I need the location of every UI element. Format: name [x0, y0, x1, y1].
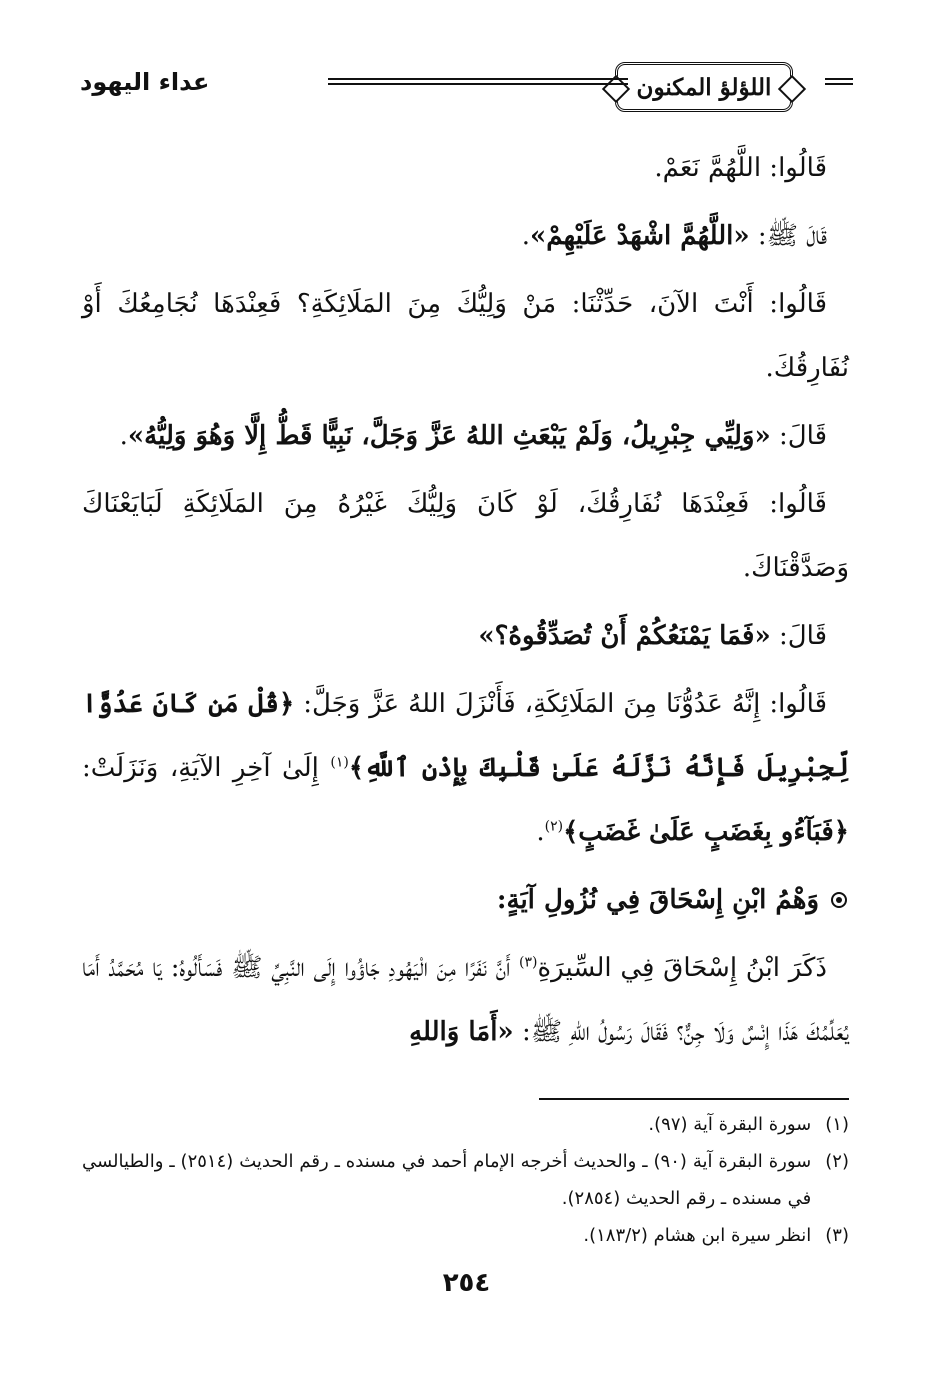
- paragraph-3: قَالُوا: أَنْتَ الآنَ، حَدِّثْنَا: مَنْ وَلِيُّكَ مِنَ المَلَائِكَةِ؟ فَعِنْدَهَا نُجَامِعُكَ أَوْ نُفَارِقُكَ.: [82, 289, 849, 383]
- paragraph-7-lead: قَالُوا: إِنَّهُ عَدُوُّنَا مِنَ المَلَائِكَةِ، فَأَنْزَلَ اللهُ عَزَّ وَجَلَّ:: [294, 689, 828, 719]
- section-heading-text: وَهْمُ ابْنِ إِسْحَاقَ فِي نُزُولِ آيَةٍ:: [496, 885, 819, 915]
- paragraph-1: قَالُوا: اللَّهُمَّ نَعَمْ.: [654, 153, 827, 183]
- paragraph-7-mid: إِلَىٰ آخِرِ الآيَةِ، وَنَزَلَتْ:: [82, 753, 331, 783]
- paragraph-4-end: .: [119, 421, 128, 451]
- footnote-text: انظر سيرة ابن هشام (١٨٣/٢).: [583, 1225, 812, 1246]
- paragraph-8-text: أَنَّ نَفَرًا مِنَ الْيَهُودِ جَاؤُوا إِلَى النَّبِيِّ ﷺ فَسَأَلُوهُ: يَا مُحَمَّدُ أَمَا يُعَلِّمُكَ هَذَا إِنْسٌ وَلَا جِنٌّ؟ فَقَالَ رَسُولُ اللهِ ﷺ:: [82, 953, 849, 1047]
- paragraph-2-end: .: [521, 221, 531, 251]
- quran-verse-1: ﴿قُلْ مَن كَانَ عَدُوًّا لِّجِبْرِيلَ فَإِنَّهُ نَزَّلَهُ عَلَىٰ قَلْبِكَ بِإِذْنِ ٱللَّهِ﴾: [82, 689, 849, 783]
- paragraph-6-lead: قَالَ:: [770, 621, 827, 651]
- chapter-title: عداء اليهود: [80, 68, 210, 96]
- footnote-text: سورة البقرة آية (٩٠) ـ والحديث أخرجه الإمام أحمد في مسنده ـ رقم الحديث (٢٥١٤) ـ والطيالسي في مسنده ـ رقم الحديث (٢٨٥٤).: [82, 1151, 812, 1209]
- footnote-item: [82, 1143, 849, 1217]
- footnote-ref-1: (١): [330, 754, 349, 771]
- footnote-item: [82, 1106, 849, 1143]
- paragraph-8-lead: ذَكَرَ ابْنُ إِسْحَاقَ فِي السِّيرَةِ: [537, 953, 827, 983]
- footnote-ref-3: (٣): [519, 954, 538, 971]
- section-heading: [82, 868, 849, 932]
- page-body: [82, 136, 849, 1068]
- footnote-number: (٣): [825, 1225, 849, 1246]
- paragraph-7-end: .: [536, 817, 545, 847]
- page-header: [80, 52, 853, 112]
- paragraph-2-lead: قَالَ ﷺ:: [749, 221, 827, 251]
- footnote-number: (٢): [825, 1151, 849, 1172]
- hadith-quote-2: «وَلِيِّي جِبْرِيلُ، وَلَمْ يَبْعَثِ اللهُ عَزَّ وَجَلَّ، نَبِيًّا قَطُّ إِلَّا وَهُوَ وَلِيُّهُ»: [127, 421, 771, 451]
- paragraph-7: [82, 672, 849, 864]
- paragraph-6: [82, 604, 849, 668]
- header-rule-right: [825, 78, 853, 85]
- hadith-quote-3: «فَمَا يَمْنَعُكُمْ أَنْ تُصَدِّقُوهُ؟»: [478, 621, 771, 651]
- flower-ornament-icon: [829, 890, 849, 910]
- hadith-quote-4: «أَمَا وَاللهِ: [409, 1017, 514, 1047]
- footnotes: [82, 1106, 849, 1254]
- paragraph-2: [82, 204, 849, 268]
- footnote-text: سورة البقرة آية (٩٧).: [648, 1114, 812, 1135]
- paragraph-4-lead: قَالَ:: [770, 421, 827, 451]
- page-number: ٢٥٤: [442, 1268, 491, 1298]
- footnote-ref-2: (٢): [544, 818, 564, 835]
- book-title-cartouche: [615, 62, 793, 112]
- footnote-separator: [539, 1098, 849, 1100]
- quran-verse-2: ﴿فَبَآءُو بِغَضَبٍ عَلَىٰ غَضَبٍ﴾: [563, 817, 849, 847]
- footnote-item: [82, 1217, 849, 1254]
- header-rule-left: [328, 78, 628, 85]
- book-title: اللؤلؤ المكنون: [636, 73, 772, 101]
- paragraph-4: [82, 404, 849, 468]
- paragraph-5: قَالُوا: فَعِنْدَهَا نُفَارِقُكَ، لَوْ كَانَ وَلِيُّكَ غَيْرُهُ مِنَ المَلَائِكَةِ لَبَايَعْنَاكَ وَصَدَّقْنَاكَ.: [82, 489, 849, 583]
- paragraph-8: [82, 936, 849, 1064]
- footnote-number: (١): [825, 1114, 849, 1135]
- hadith-quote-1: «اللَّهُمَّ اشْهَدْ عَلَيْهِمْ»: [530, 221, 750, 251]
